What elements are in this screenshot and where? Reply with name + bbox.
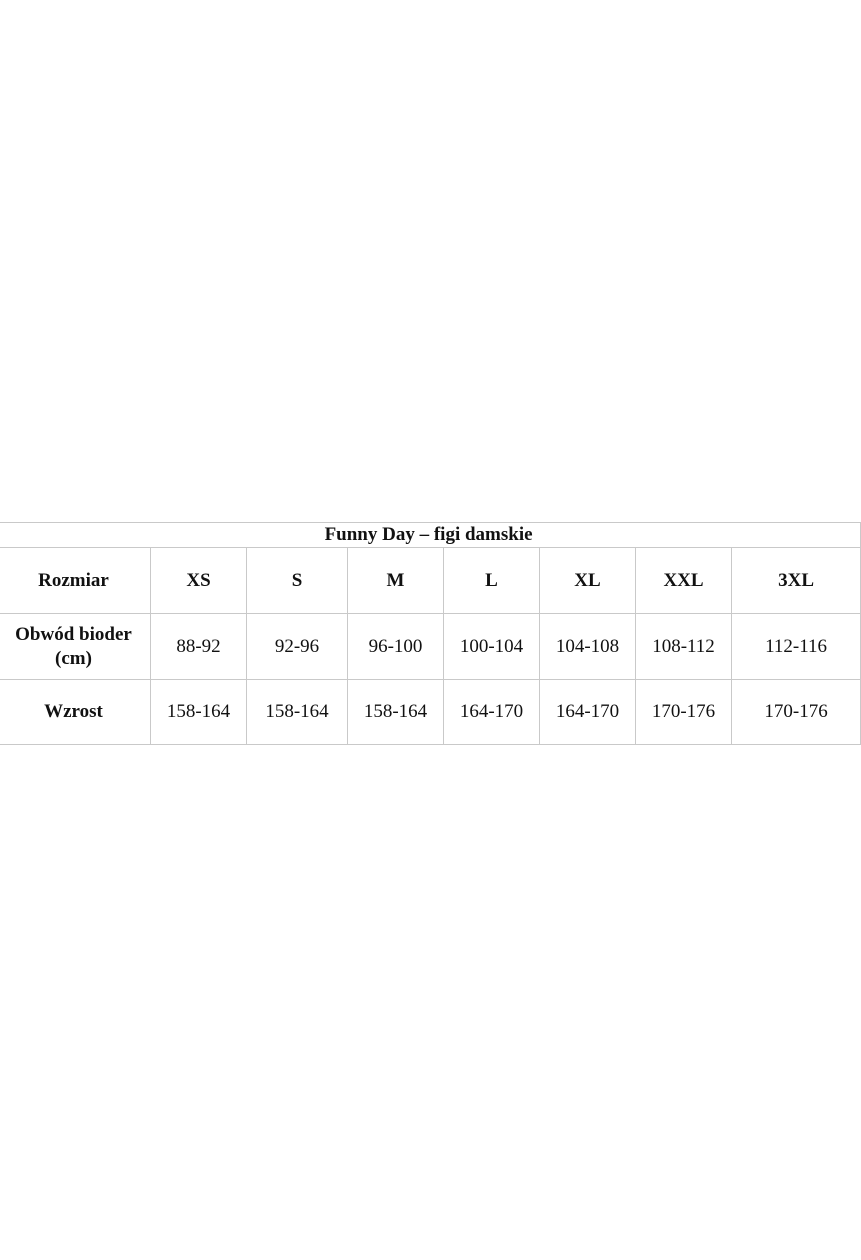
size-header-row — [0, 548, 861, 614]
size-l: L — [444, 548, 540, 614]
height-row — [0, 680, 861, 745]
height-value-3xl: 170-176 — [732, 680, 861, 745]
hips-label — [0, 614, 151, 680]
hips-label-line1: Obwód bioder — [15, 623, 132, 645]
height-value-xxl: 170-176 — [636, 680, 732, 745]
height-label: Wzrost — [0, 680, 151, 745]
height-value-s: 158-164 — [247, 680, 348, 745]
height-value-m: 158-164 — [348, 680, 444, 745]
hips-value-m: 96-100 — [348, 614, 444, 680]
size-xl: XL — [540, 548, 636, 614]
height-value-l: 164-170 — [444, 680, 540, 745]
size-label: Rozmiar — [0, 548, 151, 614]
size-s: S — [247, 548, 348, 614]
table-title-row — [0, 523, 861, 548]
hips-value-xs: 88-92 — [151, 614, 247, 680]
height-value-xl: 164-170 — [540, 680, 636, 745]
size-xxl: XXL — [636, 548, 732, 614]
hips-value-xxl: 108-112 — [636, 614, 732, 680]
hips-value-xl: 104-108 — [540, 614, 636, 680]
hips-value-3xl: 112-116 — [732, 614, 861, 680]
size-xs: XS — [151, 548, 247, 614]
height-value-xs: 158-164 — [151, 680, 247, 745]
hips-value-l: 100-104 — [444, 614, 540, 680]
table-title: Funny Day – figi damskie — [0, 523, 861, 548]
size-m: M — [348, 548, 444, 614]
hips-label-line2: (cm) — [55, 647, 92, 669]
hips-row — [0, 614, 861, 680]
hips-value-s: 92-96 — [247, 614, 348, 680]
size-3xl: 3XL — [732, 548, 861, 614]
size-chart-table — [0, 522, 861, 745]
